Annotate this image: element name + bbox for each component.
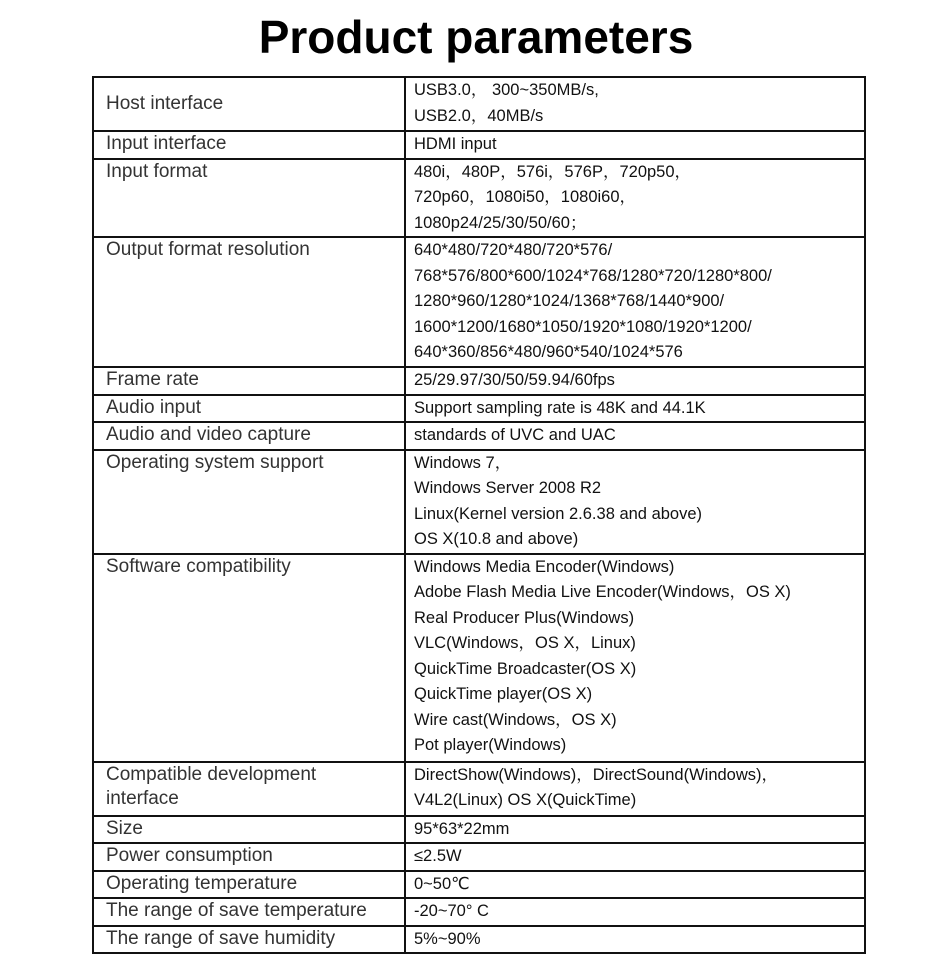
value-line: OS X(10.8 and above) bbox=[414, 530, 579, 548]
label-line: Host interface bbox=[106, 93, 224, 114]
value-line: QuickTime player(OS X) bbox=[414, 685, 593, 703]
value-line: Support sampling rate is 48K and 44.1K bbox=[414, 398, 706, 417]
table-row-operating-temperature bbox=[93, 871, 865, 899]
product-parameters-table bbox=[92, 76, 866, 954]
value-line: HDMI input bbox=[414, 135, 497, 153]
row-value bbox=[405, 554, 865, 762]
label-line: The range of save humidity bbox=[106, 927, 336, 949]
table-row-host-interface bbox=[93, 77, 865, 131]
row-value bbox=[405, 898, 865, 926]
value-line: Adobe Flash Media Live Encoder(Windows，OS X) bbox=[414, 583, 791, 601]
value-line: V4L2(Linux) OS X(QuickTime) bbox=[414, 791, 637, 809]
value-line: Windows 7， bbox=[414, 453, 512, 472]
value-line: USB3.0， 300~350MB/s, bbox=[414, 81, 599, 99]
table-row-audio-video-capture bbox=[93, 422, 865, 450]
row-label bbox=[93, 554, 405, 762]
value-line: 0~50℃ bbox=[414, 874, 470, 893]
row-value bbox=[405, 77, 865, 131]
page-title: Product parameters bbox=[258, 11, 694, 63]
value-line: 640*360/856*480/960*540/1024*576 bbox=[414, 343, 683, 361]
table-row-save-humidity bbox=[93, 926, 865, 954]
row-value bbox=[405, 367, 865, 395]
table-row-save-temperature bbox=[93, 898, 865, 926]
row-label bbox=[93, 843, 405, 871]
table-row-output-format-resolution bbox=[93, 237, 865, 367]
value-line: 1600*1200/1680*1050/1920*1080/1920*1200/ bbox=[414, 317, 752, 336]
row-label bbox=[93, 871, 405, 899]
label-line: Input format bbox=[106, 160, 208, 182]
value-line: USB2.0，40MB/s bbox=[414, 106, 544, 125]
value-line: 1080p24/25/30/50/60； bbox=[414, 213, 587, 232]
label-line: Size bbox=[106, 817, 143, 839]
row-value bbox=[405, 871, 865, 899]
row-value bbox=[405, 159, 865, 238]
table-row-operating-system-support bbox=[93, 450, 865, 554]
table-row-audio-input bbox=[93, 395, 865, 423]
value-line: 1280*960/1280*1024/1368*768/1440*900/ bbox=[414, 292, 725, 310]
value-line: 720p60，1080i50，1080i60， bbox=[414, 188, 637, 206]
row-label bbox=[93, 926, 405, 954]
value-line: standards of UVC and UAC bbox=[414, 426, 616, 444]
row-label bbox=[93, 77, 405, 131]
value-line: Linux(Kernel version 2.6.38 and above) bbox=[414, 504, 703, 523]
table-row-size bbox=[93, 816, 865, 844]
label-line: Input interface bbox=[106, 133, 227, 154]
label-line: Compatible development bbox=[106, 763, 317, 785]
row-label bbox=[93, 237, 405, 367]
value-line: Wire cast(Windows，OS X) bbox=[414, 710, 617, 729]
value-line: VLC(Windows，OS X，Linux) bbox=[414, 634, 636, 652]
row-value bbox=[405, 450, 865, 554]
row-value bbox=[405, 237, 865, 367]
row-value bbox=[405, 762, 865, 816]
table-row-input-format bbox=[93, 159, 865, 238]
row-label bbox=[93, 367, 405, 395]
value-line: 95*63*22mm bbox=[414, 819, 510, 838]
row-value bbox=[405, 816, 865, 844]
label-line: Frame rate bbox=[106, 369, 199, 390]
row-label bbox=[93, 422, 405, 450]
label-line: The range of save temperature bbox=[106, 900, 367, 921]
row-label bbox=[93, 762, 405, 816]
table-row-power-consumption bbox=[93, 843, 865, 871]
label-line: Operating system support bbox=[106, 451, 324, 473]
value-line: Pot player(Windows) bbox=[414, 736, 567, 754]
row-label bbox=[93, 395, 405, 423]
row-label bbox=[93, 131, 405, 159]
value-line: 5%~90% bbox=[414, 929, 481, 948]
row-value bbox=[405, 395, 865, 423]
row-label bbox=[93, 816, 405, 844]
value-line: QuickTime Broadcaster(OS X) bbox=[414, 659, 637, 678]
value-line: Windows Media Encoder(Windows) bbox=[414, 557, 675, 576]
label-line: Output format resolution bbox=[106, 239, 310, 260]
table-row-compatible-development-interface bbox=[93, 762, 865, 816]
value-line: Real Producer Plus(Windows) bbox=[414, 608, 635, 627]
value-line: -20~70° C bbox=[414, 902, 489, 920]
row-label bbox=[93, 898, 405, 926]
label-line: Power consumption bbox=[106, 845, 273, 866]
label-line: Audio input bbox=[106, 396, 202, 418]
table-row-frame-rate bbox=[93, 367, 865, 395]
row-value bbox=[405, 926, 865, 954]
value-line: ≤2.5W bbox=[414, 847, 462, 865]
row-label bbox=[93, 159, 405, 238]
label-line: Operating temperature bbox=[106, 872, 298, 894]
row-value bbox=[405, 422, 865, 450]
label-line: Software compatibility bbox=[106, 555, 291, 577]
value-line: DirectShow(Windows)，DirectSound(Windows)， bbox=[414, 765, 779, 784]
row-label bbox=[93, 450, 405, 554]
label-line: interface bbox=[106, 787, 179, 809]
value-line: Windows Server 2008 R2 bbox=[414, 479, 602, 497]
value-line: 640*480/720*480/720*576/ bbox=[414, 241, 613, 259]
table-row-input-interface bbox=[93, 131, 865, 159]
label-line: Audio and video capture bbox=[106, 424, 311, 445]
row-value bbox=[405, 843, 865, 871]
value-line: 25/29.97/30/50/59.94/60fps bbox=[414, 371, 615, 389]
value-line: 480i，480P，576i，576P，720p50， bbox=[414, 162, 692, 181]
row-value bbox=[405, 131, 865, 159]
table-row-software-compatibility bbox=[93, 554, 865, 762]
value-line: 768*576/800*600/1024*768/1280*720/1280*800/ bbox=[414, 266, 772, 285]
